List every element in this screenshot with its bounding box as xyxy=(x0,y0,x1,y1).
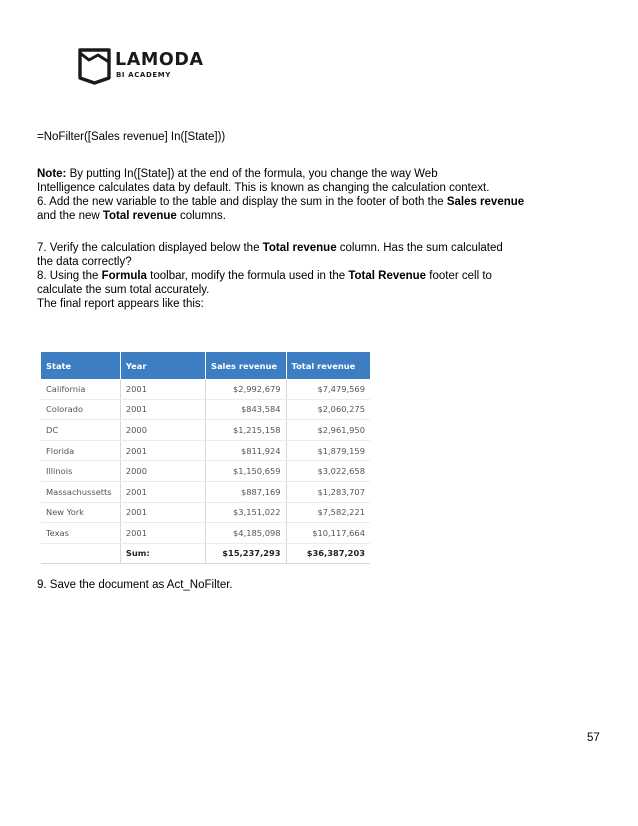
sum-empty-cell xyxy=(41,543,120,563)
sum-label: Sum: xyxy=(120,543,205,563)
table-row xyxy=(41,440,370,461)
step-8-bold-2: Total Revenue xyxy=(348,270,427,282)
sum-row xyxy=(41,543,370,563)
steps-block xyxy=(37,241,503,311)
sales-revenue-cell: $811,924 xyxy=(205,440,286,461)
note-label: Note: xyxy=(37,168,67,180)
state-cell: California xyxy=(41,379,120,399)
year-cell: 2000 xyxy=(120,461,205,482)
year-cell: 2001 xyxy=(120,399,205,420)
table-row xyxy=(41,523,370,544)
step-9-text: 9. Save the document as Act_NoFilter. xyxy=(37,579,233,591)
total-revenue-cell: $7,582,221 xyxy=(286,502,370,523)
year-cell: 2001 xyxy=(120,481,205,502)
header-year: Year xyxy=(120,352,205,379)
step-6-text: 6. Add the new variable to the table and display the sum in the footer of both the xyxy=(37,196,447,208)
step-6-text-2: and the new xyxy=(37,210,103,222)
year-cell: 2001 xyxy=(120,379,205,399)
note-line-1 xyxy=(37,167,524,181)
formula-text: =NoFilter([Sales revenue] In([State])) xyxy=(37,131,226,143)
step-8-line-2: calculate the sum total accurately. xyxy=(37,284,210,296)
header-sales-revenue: Sales revenue xyxy=(205,352,286,379)
year-cell: 2001 xyxy=(120,523,205,544)
state-cell: Texas xyxy=(41,523,120,544)
step-8-text: 8. Using the xyxy=(37,270,102,282)
step-8-text-2: toolbar, modify the formula used in the xyxy=(146,270,349,282)
state-cell: Florida xyxy=(41,440,120,461)
step-7-line-2: the data correctly? xyxy=(37,256,132,268)
step-6-bold-2: Total revenue xyxy=(102,210,177,222)
year-cell: 2001 xyxy=(120,440,205,461)
state-cell: Massachussetts xyxy=(41,481,120,502)
year-cell: 2000 xyxy=(120,420,205,441)
total-revenue-cell: $3,022,658 xyxy=(286,461,370,482)
state-cell: DC xyxy=(41,420,120,441)
step-8-bold: Formula xyxy=(101,270,147,282)
state-cell: New York xyxy=(41,502,120,523)
sales-revenue-cell: $3,151,022 xyxy=(205,502,286,523)
header-state: State xyxy=(41,352,120,379)
logo-subtitle: BI ACADEMY xyxy=(116,71,171,79)
table-row xyxy=(41,481,370,502)
report-table xyxy=(41,352,370,564)
step-6-line-1 xyxy=(37,195,524,209)
year-cell: 2001 xyxy=(120,502,205,523)
final-report-intro: The final report appears like this: xyxy=(37,298,204,310)
step-7-text: 7. Verify the calculation displayed below the xyxy=(37,242,263,254)
lamoda-shield-logo-icon xyxy=(78,47,112,85)
table-header-row xyxy=(41,352,370,379)
sales-revenue-cell: $843,584 xyxy=(205,399,286,420)
total-revenue-cell: $7,479,569 xyxy=(286,379,370,399)
table-row xyxy=(41,502,370,523)
header-total-revenue: Total revenue xyxy=(286,352,370,379)
sales-revenue-cell: $1,215,158 xyxy=(205,420,286,441)
total-revenue-cell: $2,961,950 xyxy=(286,420,370,441)
step-6-line-2 xyxy=(37,209,524,223)
step-8-text-3: footer cell to xyxy=(426,270,492,282)
step-7-text-2: column. Has the sum calculated xyxy=(336,242,503,254)
sum-sales-revenue: $15,237,293 xyxy=(205,543,286,563)
note-line-2: Intelligence calculates data by default. This is known as changing the calculation context. xyxy=(37,182,490,194)
total-revenue-cell: $10,117,664 xyxy=(286,523,370,544)
table-row xyxy=(41,420,370,441)
state-cell: Illinois xyxy=(41,461,120,482)
page-number: 57 xyxy=(587,732,600,744)
instructions-block xyxy=(37,167,524,223)
step-7-bold: Total revenue xyxy=(262,242,337,254)
step-7-line-1 xyxy=(37,241,503,255)
step-6-bold: Sales revenue xyxy=(446,196,525,208)
table-row xyxy=(41,399,370,420)
step-6-text-3: columns. xyxy=(176,210,226,222)
total-revenue-cell: $1,879,159 xyxy=(286,440,370,461)
sales-revenue-cell: $887,169 xyxy=(205,481,286,502)
sales-revenue-cell: $4,185,098 xyxy=(205,523,286,544)
note-text-1: By putting In([State]) at the end of the formula, you change the way Web xyxy=(66,168,438,180)
step-8-line-1 xyxy=(37,269,503,283)
sales-revenue-cell: $1,150,659 xyxy=(205,461,286,482)
total-revenue-cell: $2,060,275 xyxy=(286,399,370,420)
sum-total-revenue: $36,387,203 xyxy=(286,543,370,563)
state-cell: Colorado xyxy=(41,399,120,420)
table-row xyxy=(41,379,370,399)
table-row xyxy=(41,461,370,482)
logo-name: LAMODA xyxy=(115,50,204,70)
logo xyxy=(78,47,218,87)
total-revenue-cell: $1,283,707 xyxy=(286,481,370,502)
sales-revenue-cell: $2,992,679 xyxy=(205,379,286,399)
